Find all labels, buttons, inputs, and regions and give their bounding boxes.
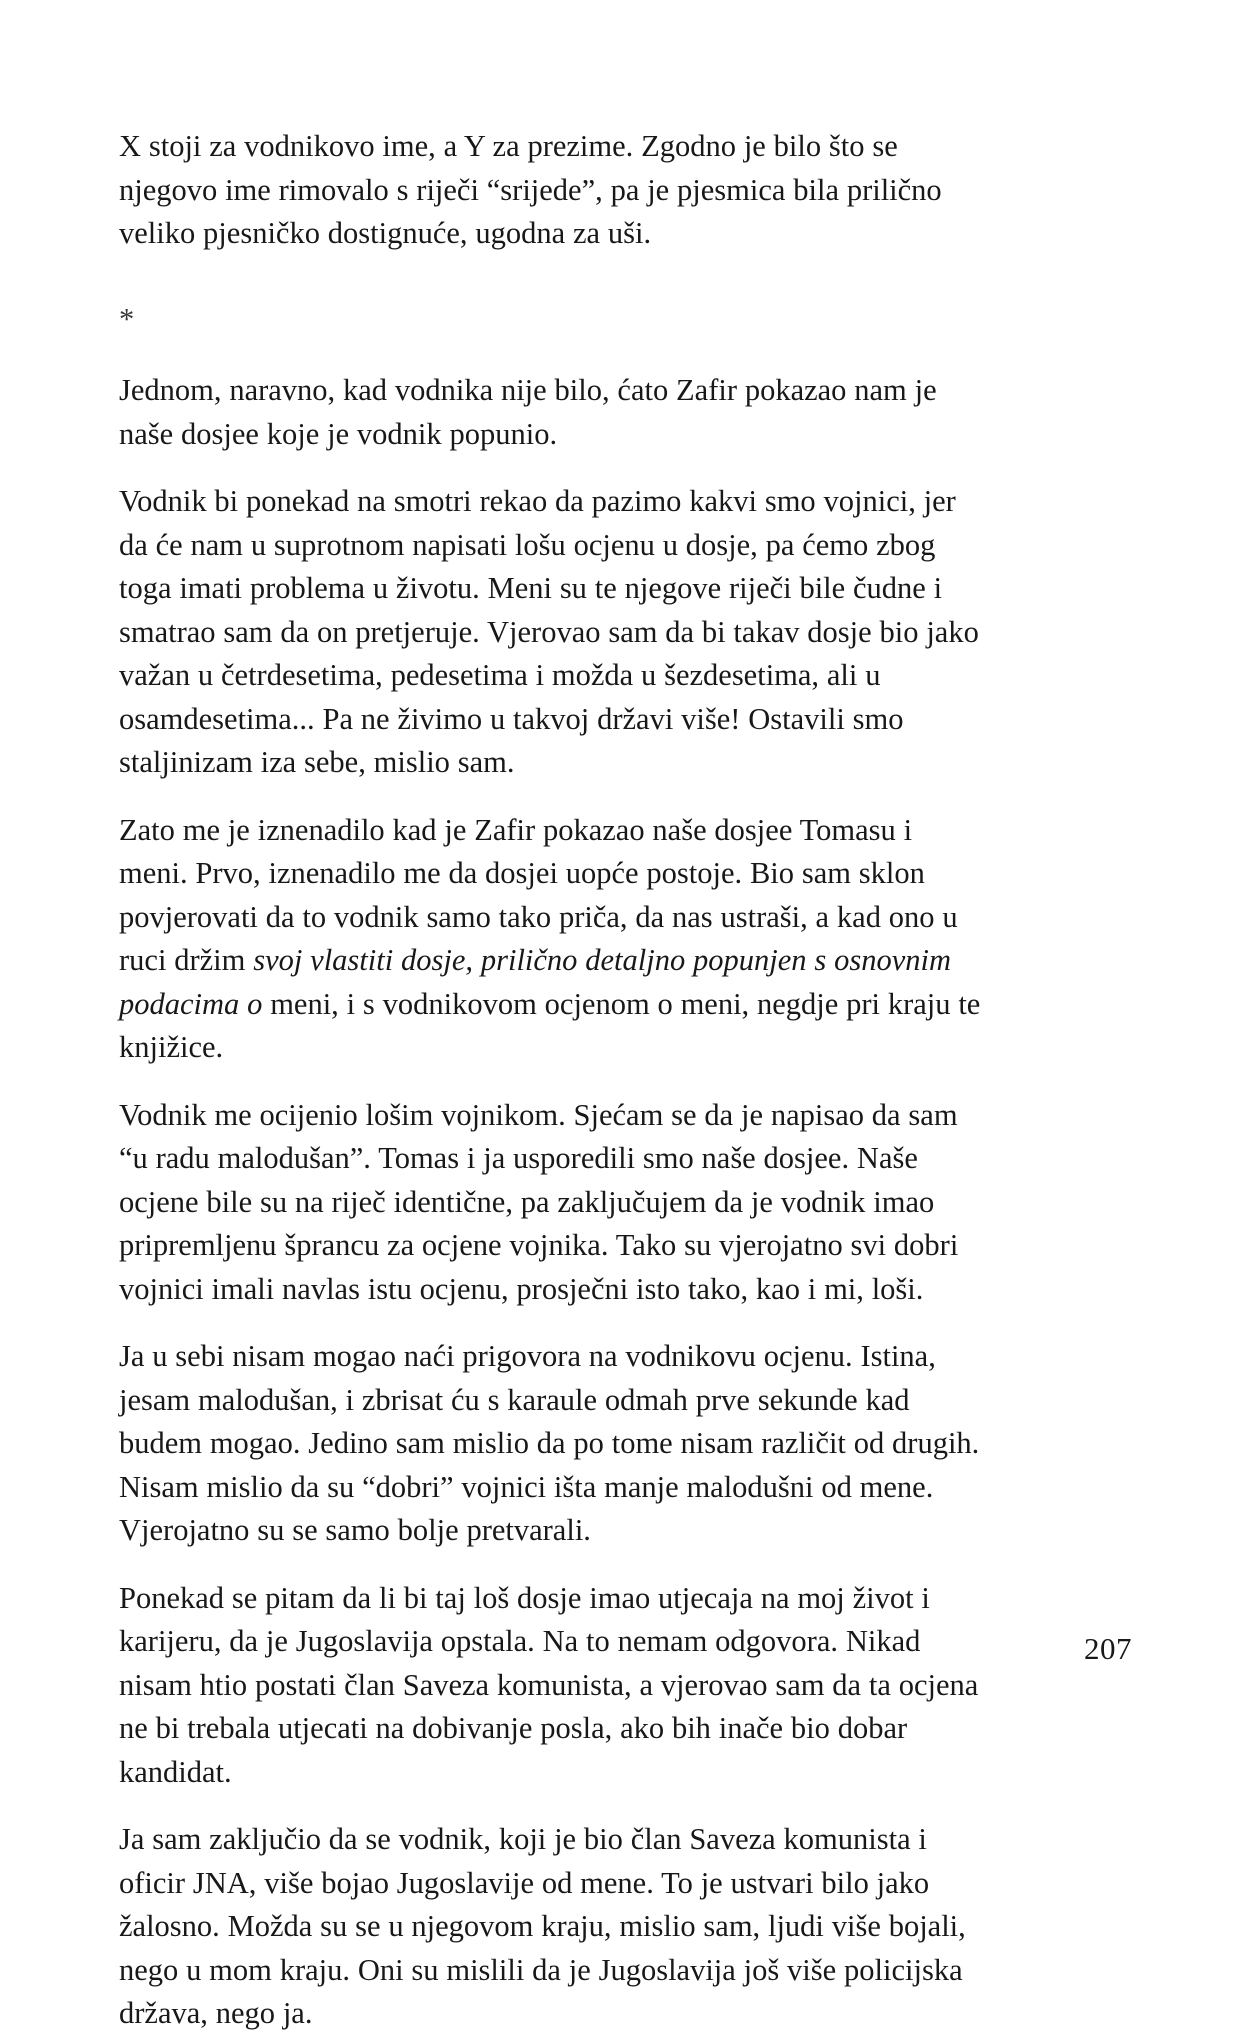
section-separator-asterisk: *: [119, 301, 135, 336]
paragraph-4-lead: Zato me je iznenadilo kad je Zafir pokazao naše dosjee Tomasu i meni. Prvo, iznenadilo me da dosjei uopće postoje. Bio sam sklon povjerovati da to vodnik samo tako priča, da nas ustraši, a kad ono u ruci držim: [119, 812, 958, 977]
page-number: 207: [1084, 1631, 1132, 1666]
paragraph-6: Ja u sebi nisam mogao naći prigovora na vodnikovu ocjenu. Istina, jesam malodušan, i zbrisat ću s karaule odmah prve sekunde kad budem mogao. Jedino sam mislio da po tome nisam različit od drugih. Nisam mislio da su “dobri” vojnici išta manje malodušni od mene. Vjerojatno su se samo bolje pretvarali.: [119, 1339, 980, 1547]
separator-space-above: [119, 280, 987, 298]
paragraph-5: Vodnik me ocijenio lošim vojnikom. Sjećam se da je napisao da sam “u radu malodušan”. Tomas i ja usporedili smo naše dosjee. Naše ocjene bile su na riječ identične, pa zaključujem da je vodnik imao pripremljenu šprancu za ocjene vojnika. Tako su vjerojatno svi dobri vojnici imali navlas istu ocjenu, prosječni isto tako, kao i mi, loši.: [119, 1097, 959, 1306]
paragraph-7: Ponekad se pitam da li bi taj loš dosje imao utjecaja na moj život i karijeru, da je Jugoslavija opstala. Na to nemam odgovora. Nikad nisam htio postati član Saveza komunista, a vjerovao sam da ta ocjena ne bi trebala utjecati na dobivanje posla, ako bih inače bio dobar kandidat.: [119, 1580, 979, 1789]
body-text-column: [119, 125, 987, 2036]
paragraph-8: Ja sam zaključio da se vodnik, koji je bio član Saveza komunista i oficir JNA, više bojao Jugoslavije od mene. To je ustvari bilo jako žalosno. Možda su se u njegovom kraju, mislio sam, ljudi više bojali, nego u mom kraju. Oni su mislili da je Jugoslavija još više policijska država, nego ja.: [119, 1822, 966, 2030]
paragraph-2: Jednom, naravno, kad vodnika nije bilo, ćato Zafir pokazao nam je naše dosjee koje je vodnik popunio.: [119, 373, 937, 451]
paragraph-4-italic-phrase: svoj vlastiti dosje, prilično detaljno popunjen s osnovnim podacima o: [119, 943, 951, 1021]
paragraph-3: Vodnik bi ponekad na smotri rekao da pazimo kakvi smo vojnici, jer da će nam u suprotnom napisati lošu ocjenu u dosje, pa ćemo zbog toga imati problema u životu. Meni su te njegove riječi bile čudne i smatrao sam da on pretjeruje. Vjerovao sam da bi takav dosje bio jako važan u četrdesetima, pedesetima i možda u šezdesetima, ali u osamdesetima... Pa ne živimo u takvoj državi više! Ostavili smo staljinizam iza sebe, mislio sam.: [119, 484, 979, 779]
separator-space-below: [119, 341, 987, 369]
paragraph-1: X stoji za vodnikovo ime, a Y za prezime. Zgodno je bilo što se njegovo ime rimovalo s riječi “srijede”, pa je pjesmica bila prilično veliko pjesničko dostignuće, ugodna za uši.: [119, 129, 942, 250]
paragraph-4-tail: meni, i s vodnikovom ocjenom o meni, negdje pri kraju te knjižice.: [119, 986, 981, 1064]
paragraph-4: [119, 809, 987, 1070]
